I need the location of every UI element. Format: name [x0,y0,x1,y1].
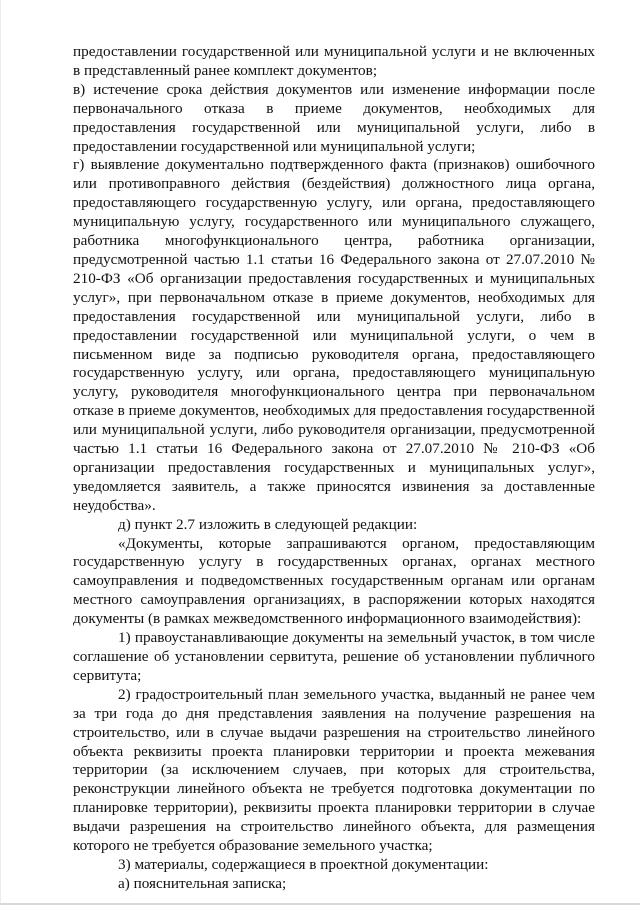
paragraph-continuation: предоставлении государственной или муниципальной услуги и не включенных в представленный ранее комплект документов; [73,43,595,79]
list-item-2: 2) градостроительный план земельного участка, выданный не ранее чем за три года до дня представления заявления на получение разрешения на строительство, или в случае выдачи разрешения на строительство линейного объекта реквизиты проекта планировки территории и проекта межевания территории (за исключением случаев, при которых для строительства, реконструкции линейного объекта не требуется подготовка документации по планировке территории), реквизиты проекта планировки территории в случае выдачи разрешения на строительство линейного объекта, для размещения которого не требуется образование земельного участка; [73,685,595,855]
paragraph-item-g: г) выявление документально подтвержденного факта (признаков) ошибочного или противоправного действия (бездействия) должностного лица органа, предоставляющего государственную услугу, или органа, предоставляющего муниципальную услугу, государственного или муниципального служащего, работника многофункционального центра, работника организации, предусмотренной частью 1.1 статьи 16 Федерального закона от 27.07.2010 № 210-ФЗ «Об организации предоставления государственных и муниципальных услуг», при первоначальном отказе в приеме документов, необходимых для предоставления государственной или муниципальной услуги, либо в предоставлении государственной или муниципальной услуги, о чем в письменном виде за подписью руководителя органа, предоставляющего государственную услугу, или органа, предоставляющего муниципальную услугу, руководителя многофункционального центра при первоначальном отказе в приеме документов, необходимых для предоставления государственной или муниципальной услуги, либо руководителя организации, предусмотренной частью 1.1 статьи 16 Федерального закона от 27.07.2010 № 210-ФЗ «Об организации предоставления государственных и муниципальных услуг», уведомляется заявитель, а также приносятся извинения за доставленные неудобства». [73,156,595,514]
paragraph-item-v: в) истечение срока действия документов или изменение информации после первоначального отказа в приеме документов, необходимых для предоставления государственной или муниципальной услуги, либо в предоставлении государственной или муниципальной услуги; [73,80,595,155]
paragraph-documents-request: «Документы, которые запрашиваются органом, предоставляющим государственную услугу в государственных органах, органах местного самоуправления и подведомственных государственным органам или органам местного самоуправления организациях, в распоряжении которых находятся документы (в рамках межведомственного информационного взаимодействия): [73,534,595,628]
list-item-3a: а) пояснительная записка; [118,874,287,892]
document-body [73,43,595,894]
page-scan-edge [0,0,1,905]
list-item-3: 3) материалы, содержащиеся в проектной документации: [118,855,489,873]
list-item-1: 1) правоустанавливающие документы на земельный участок, в том числе соглашение об установлении сервитута, решение об установлении публичного сервитута; [73,629,595,684]
paragraph-item-d: д) пункт 2.7 изложить в следующей редакции: [118,515,418,533]
